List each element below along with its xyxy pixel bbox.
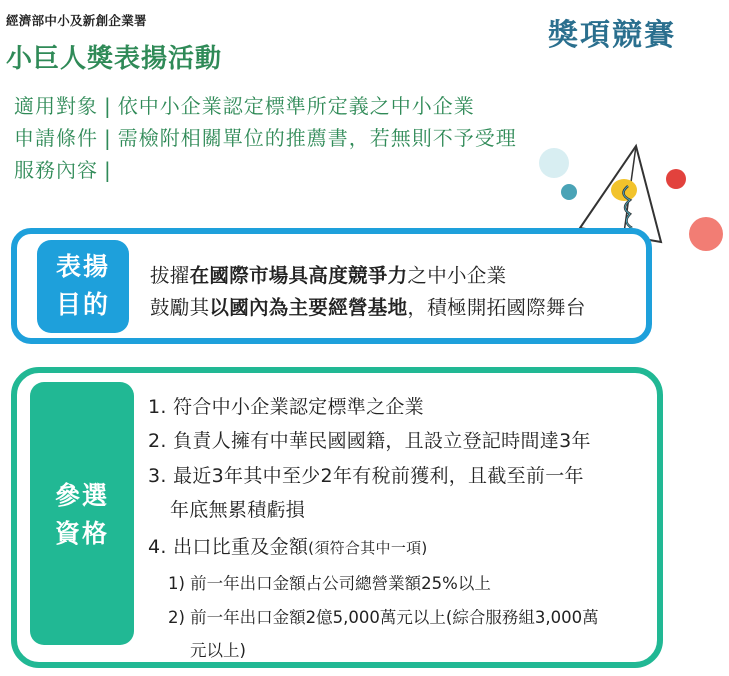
eligibility-item-4	[148, 532, 428, 559]
eligibility-item-3-cont: 年底無累積虧損	[170, 499, 306, 521]
purpose-text: 之中小企業	[407, 264, 507, 287]
info-row-service	[14, 154, 118, 183]
eligibility-sub-2: 2) 前一年出口金額2億5,000萬元以上(綜合服務組3,000萬	[168, 608, 599, 627]
purpose-line-1	[150, 260, 506, 288]
purpose-text: ，積極開拓國際舞台	[407, 296, 586, 319]
eligibility-item-4-text: 4. 出口比重及金額	[148, 536, 309, 558]
info-separator: |	[104, 94, 112, 118]
purpose-text: 拔擢	[150, 264, 190, 287]
info-label: 適用對象	[14, 94, 98, 118]
info-label: 申請條件	[14, 126, 98, 150]
purpose-emphasis: 以國內為主要經營基地	[209, 296, 408, 319]
purpose-text: 鼓勵其	[150, 296, 210, 319]
eligibility-label-line1: 參選	[54, 481, 109, 510]
eligibility-item-2: 2. 負責人擁有中華民國國籍，且設立登記時間達3年	[148, 430, 591, 452]
info-row-target	[14, 90, 475, 119]
eligibility-label	[30, 382, 134, 645]
eligibility-sub-2-cont: 元以上)	[190, 641, 246, 660]
info-separator: |	[104, 158, 112, 182]
purpose-emphasis: 在國際市場具高度競爭力	[189, 264, 408, 287]
purpose-line-2	[150, 292, 586, 320]
eligibility-item-4-note: (須符合其中一項)	[308, 539, 428, 557]
page-title: 小巨人獎表揚活動	[6, 44, 223, 74]
info-separator: |	[104, 126, 112, 150]
purpose-label-line1: 表揚	[55, 252, 110, 281]
info-row-condition	[14, 122, 517, 151]
eligibility-item-3: 3. 最近3年其中至少2年有稅前獲利，且截至前一年	[148, 465, 584, 487]
eligibility-item-1: 1. 符合中小企業認定標準之企業	[148, 396, 424, 418]
org-name: 經濟部中小及新創企業署	[6, 13, 147, 28]
purpose-label	[37, 240, 129, 333]
purpose-label-line2: 目的	[55, 290, 110, 319]
info-value: 依中小企業認定標準所定義之中小企業	[117, 94, 475, 118]
eligibility-label-line2: 資格	[54, 519, 109, 548]
eligibility-sub-1: 1) 前一年出口金額占公司總營業額25%以上	[168, 574, 491, 593]
info-label: 服務內容	[14, 158, 98, 182]
category-title: 獎項競賽	[548, 18, 676, 53]
info-value: 需檢附相關單位的推薦書，若無則不予受理	[117, 126, 517, 150]
